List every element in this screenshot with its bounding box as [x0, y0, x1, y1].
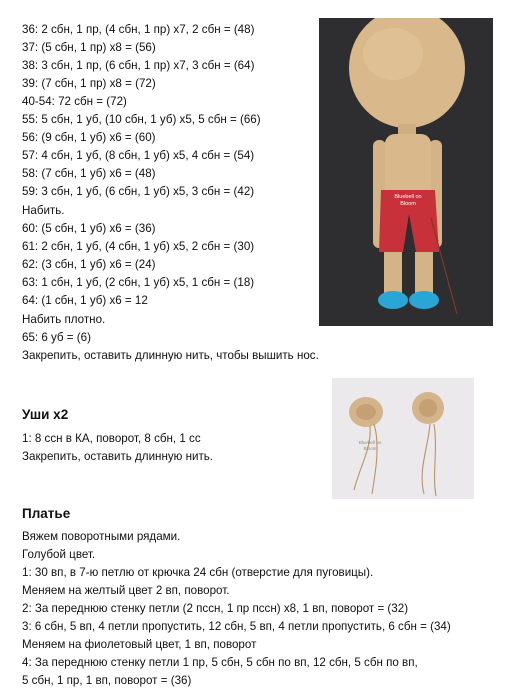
row-58: 58: (7 сбн, 1 уб) х6 = (48): [22, 167, 156, 180]
row-64: 64: (1 сбн, 1 уб) х6 = 12: [22, 294, 148, 307]
row-40-54: 40-54: 72 сбн = (72): [22, 95, 127, 108]
dress-row-3: 3: 6 сбн, 5 вп, 4 петли пропустить, 12 сбн, 5 вп, 4 петли пропустить, 6 сбн = (34): [22, 620, 451, 633]
row-55: 55: 5 сбн, 1 уб, (10 сбн, 1 уб) х5, 5 сбн = (66): [22, 113, 261, 126]
row-60: 60: (5 сбн, 1 уб) х6 = (36): [22, 222, 156, 235]
row-62: 62: (3 сбн, 1 уб) х6 = (24): [22, 258, 156, 271]
ears-illustration: [332, 378, 474, 499]
row-38: 38: 3 сбн, 1 пр, (6 сбн, 1 пр) х7, 3 сбн = (64): [22, 59, 255, 72]
ears-finish-note: Закрепить, оставить длинную нить.: [22, 450, 214, 463]
ears-watermark-line2: Bloom: [363, 446, 377, 451]
ears-photo: [332, 378, 474, 499]
doll-watermark-line1: Bluebell on: [394, 194, 422, 200]
row-57: 57: 4 сбн, 1 уб, (8 сбн, 1 уб) х5, 4 сбн = (54): [22, 149, 255, 162]
dress-title: Платье: [22, 506, 71, 521]
finish-note: Закрепить, оставить длинную нить, чтобы вышить нос.: [22, 349, 319, 362]
ears-watermark-line1: Bluebell on: [358, 440, 382, 445]
dress-color-blue: Голубой цвет.: [22, 548, 96, 561]
row-56: 56: (9 сбн, 1 уб) х6 = (60): [22, 131, 156, 144]
ears-title: Уши х2: [22, 407, 69, 422]
dress-row-1: 1: 30 вп, в 7-ю петлю от крючка 24 сбн (отверстие для пуговицы).: [22, 566, 374, 579]
ears-row-1: 1: 8 ссн в КА, поворот, 8 сбн, 1 сс: [22, 432, 201, 445]
dress-row-4-continued: 5 сбн, 1 пр, 1 вп, поворот = (36): [22, 674, 192, 687]
doll-illustration: [319, 18, 493, 326]
doll-watermark-line2: Bloom: [400, 201, 416, 207]
row-39: 39: (7 сбн, 1 пр) х8 = (72): [22, 77, 156, 90]
stuff-firm-note: Набить плотно.: [22, 313, 106, 326]
dress-row-2: 2: За переднюю стенку петли (2 пссн, 1 пр пссн) х8, 1 вп, поворот = (32): [22, 602, 409, 615]
row-63: 63: 1 сбн, 1 уб, (2 сбн, 1 уб) х5, 1 сбн = (18): [22, 276, 255, 289]
row-65: 65: 6 уб = (6): [22, 331, 91, 344]
row-37: 37: (5 сбн, 1 пр) х8 = (56): [22, 41, 156, 54]
row-36: 36: 2 сбн, 1 пр, (4 сбн, 1 пр) х7, 2 сбн = (48): [22, 23, 255, 36]
row-59: 59: 3 сбн, 1 уб, (6 сбн, 1 уб) х5, 3 сбн = (42): [22, 185, 255, 198]
stuff-note: Набить.: [22, 204, 65, 217]
row-61: 61: 2 сбн, 1 уб, (4 сбн, 1 уб) х5, 2 сбн = (30): [22, 240, 255, 253]
doll-photo: [319, 18, 493, 326]
dress-turning-rows-note: Вяжем поворотными рядами.: [22, 530, 181, 543]
dress-color-change-yellow: Меняем на желтый цвет 2 вп, поворот.: [22, 584, 230, 597]
dress-color-change-purple: Меняем на фиолетовый цвет, 1 вп, поворот: [22, 638, 257, 651]
dress-row-4: 4: За переднюю стенку петли 1 пр, 5 сбн, 5 сбн по вп, 12 сбн, 5 сбн по вп,: [22, 656, 418, 669]
